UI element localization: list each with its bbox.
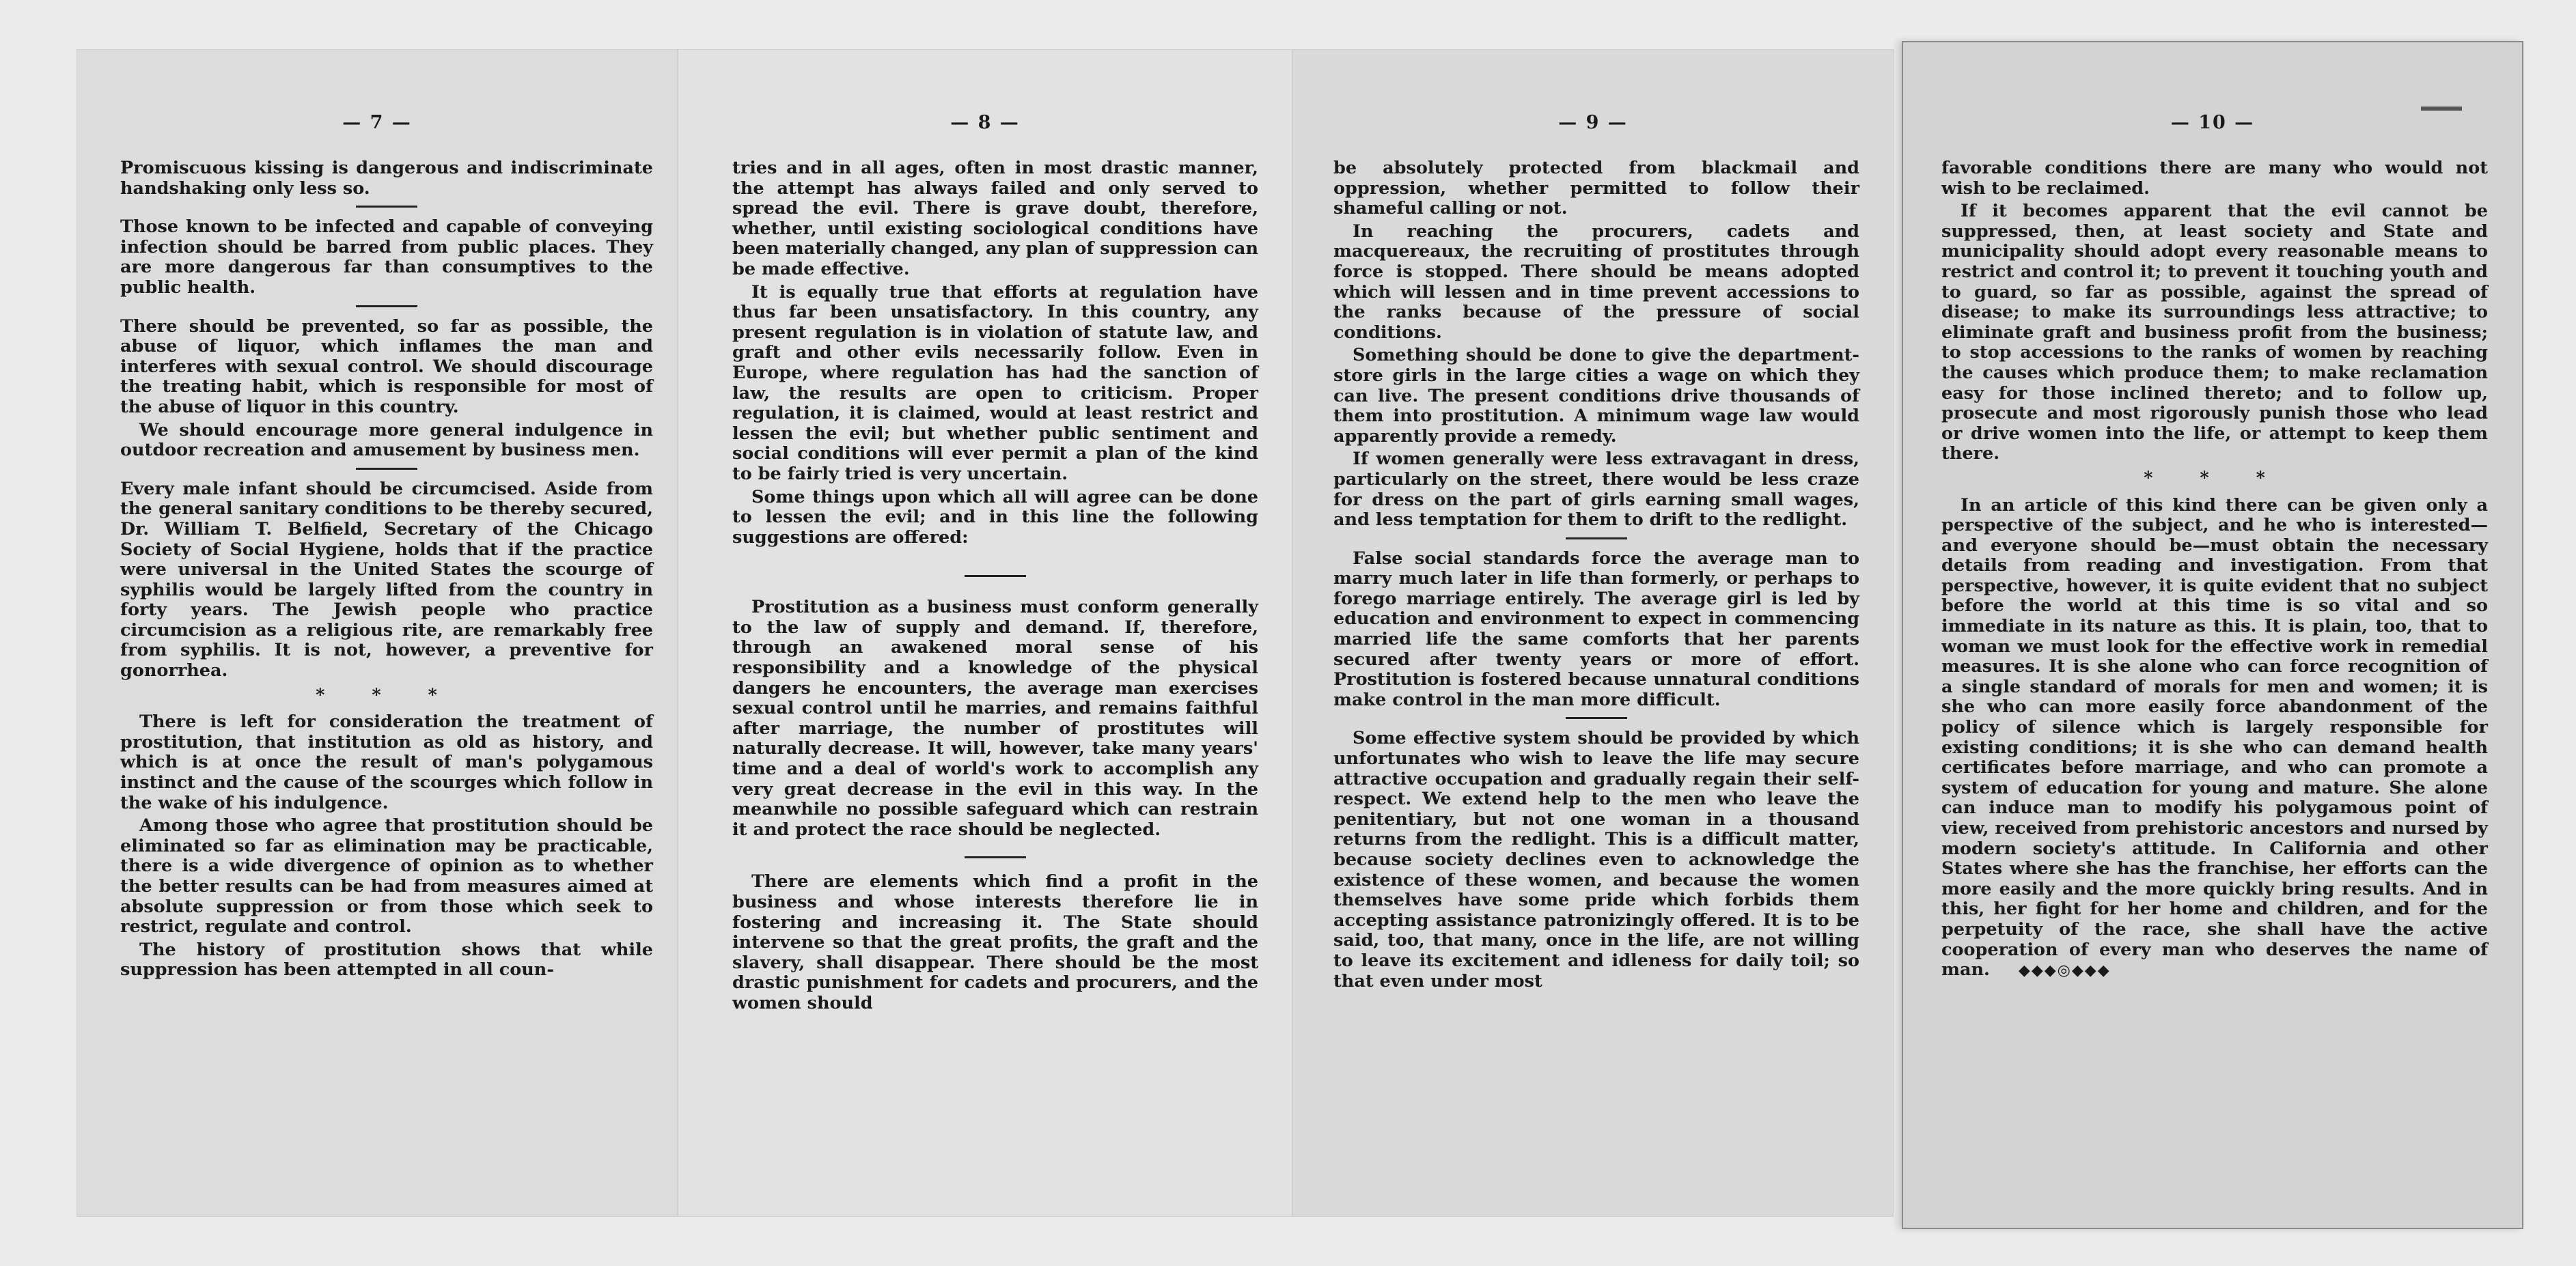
paragraph: In an article of this kind there can be given only a perspective of the subject, and he who is interested—and everyone should be—must obtain the necessary details from reading and investigation. From that perspective, however, it is quite evident that no subject before the world at this time is so vital and so immediate in its nature as this. It is plain, too, that to woman we must look for the effective work in remedial measures. It is she alone who can force recognition of a single standard of morals for men and women; it is she who can more easily force abandonment of the policy of silence which is largely responsible for existing conditions; it is she who can demand health certificates before marriage, and who can promote a system of education for young and mature. She alone can induce man to modify his polygamous point of view, received from prehistoric ancestors and nursed by modern society's attitude. In California and other States where she has the franchise, her efforts can the more easily and the more quickly bring results. And in this, her fight for her home and children, and for the perpetuity of the race, she shall have the active cooperation of every man who deserves the name of man. ◆◆◆◎◆◆◆ [1941, 494, 2488, 981]
page-body [732, 158, 1258, 1014]
paragraph: Some effective system should be provided by which unfortunates who wish to leave the life may secure attractive occupation and gradually regain their self-respect. We extend help to the men who leave the penitentiary, but not one woman in a thousand returns from the redlight. This is a difficult matter, because society declines even to acknowledge the existence of these women, and because the women themselves have some pride which forbids them accepting assistance patronizingly offered. It is to be said, too, that many, once in the life, are not willing to leave its excitement and idleness for daily toil; so that even under most [1333, 728, 1859, 991]
section-rule [1566, 717, 1627, 719]
paragraph: The history of prostitution shows that while suppression has been attempted in all coun- [120, 939, 653, 981]
section-rule [965, 575, 1026, 577]
paragraph: Something should be done to give the department-store girls in the large cities a wage on which they can live. The present conditions drive thousands of them into prostitution. A minimum wage law would apparently provide a remedy. [1333, 345, 1859, 447]
section-rule [356, 305, 417, 307]
paragraph: There should be prevented, so far as possible, the abuse of liquor, which inflames the man and interferes with sexual control. We should discourage the treating habit, which is responsible for most of the abuse of liquor in this country. [120, 315, 653, 417]
paragraph: Some things upon which all will agree can be done to lessen the evil; and in this line the following suggestions are offered: [732, 486, 1258, 548]
section-rule [356, 206, 417, 208]
paragraph: We should encourage more general indulgence in outdoor recreation and amusement by business men. [120, 419, 653, 461]
page-9 [1292, 49, 1894, 1217]
page-number: — 9 — [1558, 112, 1628, 133]
page-body [1941, 158, 2488, 981]
paragraph: Among those who agree that prostitution should be eliminated so far as elimination may be practicable, there is a wide divergence of opinion as to whether the better results can be had from measures aimed at absolute suppression or from those which seek to restrict, regulate and control. [120, 815, 653, 938]
paragraph: Those known to be infected and capable of conveying infection should be barred from public places. They are more dangerous far than consumptives to the public health. [120, 216, 653, 298]
paragraph: It is equally true that efforts at regulation have thus far been unsatisfactory. In this country, any present regulation is in violation of statute law, and graft and other evils necessarily follow. Even in Europe, where regulation has had the sanction of law, the results are open to criticism. Proper regulation, it is claimed, would at least restrict and lessen the evil; but whether public sentiment and social conditions will ever permit a plan of the kind to be fairly tried is very uncertain. [732, 281, 1258, 484]
paragraph: False social standards force the average man to marry much later in life than formerly, or perhaps to forego marriage entirely. The average girl is led by education and environment to expect in commencing married life the same comforts that her parents secured after twenty years or more of effort. Prostitution is fostered because unnatural conditions make control in the man more difficult. [1333, 548, 1859, 710]
separator-stars: * * * [2144, 467, 2286, 488]
corner-mark [2421, 107, 2462, 111]
separator-stars: * * * [316, 684, 458, 705]
page-number: — 8 — [950, 112, 1020, 133]
page-body [120, 158, 653, 981]
page-8 [678, 49, 1292, 1217]
paragraph: If it becomes apparent that the evil cannot be suppressed, then, at least society and State and municipality should adopt every reasonable means to restrict and control it; to prevent it touching youth and to guard, so far as possible, against the spread of disease; to make its surroundings less attractive; to eliminate graft and business profit from the business; to stop accessions to the ranks of women by reaching the causes which produce them; to make reclamation easy for those inclined thereto; and to follow up, prosecute and most rigorously punish those who lead or drive women into the life, or attempt to keep them there. [1941, 201, 2488, 464]
page-number: — 7 — [342, 112, 412, 133]
paragraph: Promiscuous kissing is dangerous and indiscriminate handshaking only less so. [120, 158, 653, 199]
paragraph: In reaching the procurers, cadets and macquereaux, the recruiting of prostitutes through force is stopped. There should be means adopted which will lessen and in time prevent accessions to the ranks because of the pressure of social conditions. [1333, 221, 1859, 343]
section-rule [356, 468, 417, 470]
paragraph: There are elements which find a profit in the business and whose interests therefore lie in fostering and increasing it. The State should intervene so that the great profits, the graft and the slavery, shall disappear. There should be the most drastic punishment for cadets and procurers, and the women should [732, 871, 1258, 1013]
booklet-spread [77, 49, 2523, 1217]
section-rule [1566, 537, 1627, 539]
paragraph: be absolutely protected from blackmail and oppression, whether permitted to follow their shameful calling or not. [1333, 158, 1859, 219]
page-10 [1902, 41, 2523, 1229]
page-number: — 10 — [2170, 112, 2255, 133]
paragraph: favorable conditions there are many who would not wish to be reclaimed. [1941, 158, 2488, 199]
paragraph: Prostitution as a business must conform generally to the law of supply and demand. If, therefore, through an awakened moral sense of his responsibility and a knowledge of the physical dangers he encounters, the average man exercises sexual control until he marries, and remains faithful after marriage, the number of prostitutes will naturally decrease. It will, however, take many years' time and a deal of world's work to accomplish any very great decrease in the evil in this way. In the meanwhile no possible safeguard which can restrain it and protect the race should be neglected. [732, 597, 1258, 840]
paragraph: If women generally were less extravagant in dress, particularly on the street, there would be less craze for dress on the part of girls earning small wages, and less temptation for them to drift to the redlight. [1333, 449, 1859, 531]
paragraph: tries and in all ages, often in most drastic manner, the attempt has always failed and only served to spread the evil. There is grave doubt, therefore, whether, until existing sociological conditions have been materially changed, any plan of suppression can be made effective. [732, 158, 1258, 279]
paragraph: Every male infant should be circumcised. Aside from the general sanitary conditions to be thereby secured, Dr. William T. Belfield, Secretary of the Chicago Society of Social Hygiene, holds that if the practice were universal in the United States the scourge of syphilis would be largely lifted from the country in forty years. The Jewish people who practice circumcision as a religious rite, are remarkably free from syphilis. It is not, however, a preventive for gonorrhea. [120, 478, 653, 681]
end-ornament: ◆◆◆◎◆◆◆ [2018, 961, 2111, 980]
page-body [1333, 158, 1859, 991]
paragraph: There is left for consideration the treatment of prostitution, that institution as old as history, and which is at once the result of man's polygamous instinct and the cause of the scourges which follow in the wake of his indulgence. [120, 712, 653, 813]
section-rule [965, 856, 1026, 858]
page-7 [77, 49, 678, 1217]
